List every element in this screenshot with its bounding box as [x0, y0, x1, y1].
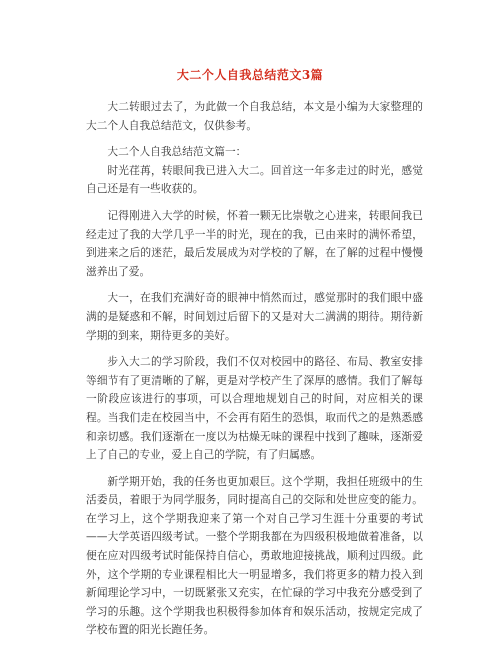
paragraph-section-heading: 大二个人自我总结范文篇一： [107, 145, 247, 159]
paragraph-intro: 大二转眼过去了，为此做一个自我总结，本文是小编为大家整理的大二个人自我总结范文，仅供参考。 [86, 100, 423, 132]
paragraph-gap [86, 135, 423, 143]
paragraph-4: 步入大二的学习阶段，我们不仅对校园中的路径、布局、教室安排等细节有了更清晰的了解，更是对学校产生了深厚的感情。我们了解每一阶段应该进行的事项，可以合理地规划自己的时间，对应相关的课程。当我们走在校园当中，不会再有陌生的恐惧，取而代之的是熟悉感和亲切感。我们逐渐在一度以为枯燥无味的课程中找到了趣味，逐渐爱上了自己的专业，爱上自己的学院，有了归属感。 [86, 355, 423, 462]
paragraph-gap [86, 199, 423, 207]
paragraph-1: 时光荏苒，转眼间我已进入大二。回首这一年多走过的时光，感觉自己还是有一些收获的。 [86, 163, 423, 196]
paragraph-gap [86, 345, 423, 353]
paragraph-2: 记得刚进入大学的时候，怀着一颗无比崇敬之心进来，转眼间我已经走过了我的大学几乎一半的时光，现在的我，已由来时的满怀希望，到进来之后的迷茫，最后发展成为对学校的了解，在了解的过程中慢慢滋养出了爱。 [86, 208, 423, 278]
paragraph-gap [86, 281, 423, 289]
paragraph-3: 大一，在我们充满好奇的眼神中悄然而过，感觉那时的我们眼中盛满的是疑惑和不解，时间划过后留下的又是对大二满满的期待。期待新学期的到来，期待更多的美好。 [86, 291, 423, 342]
document-title: 大二个人自我总结范文3篇 [176, 68, 324, 82]
paragraph-gap [86, 465, 423, 473]
paragraph-5: 新学期开始，我的任务也更加艰巨。这个学期，我担任班级中的生活委员，着眼于为同学服务，同时提高自己的交际和处世应变的能力。在学习上，这个学期我迎来了第一个对自己学习生涯十分重要的考试——大学英语四级考试。一整个学期我都在为四级积极地做着准备，以便在应对四级考试时能保持自信心，勇敢地迎接挑战，顺利过四级。此外，这个学期的专业课程相比大一明显增多，我们将更多的精力投入到新闻理论学习中，一切既紧张又充实，在忙碌的学习中我充分感受到了学习的乐趣。这个学期我也积极得参加体育和娱乐活动，按规定完成了学校布置的阳光长跑任务。 [86, 474, 423, 637]
document-body [86, 98, 423, 640]
